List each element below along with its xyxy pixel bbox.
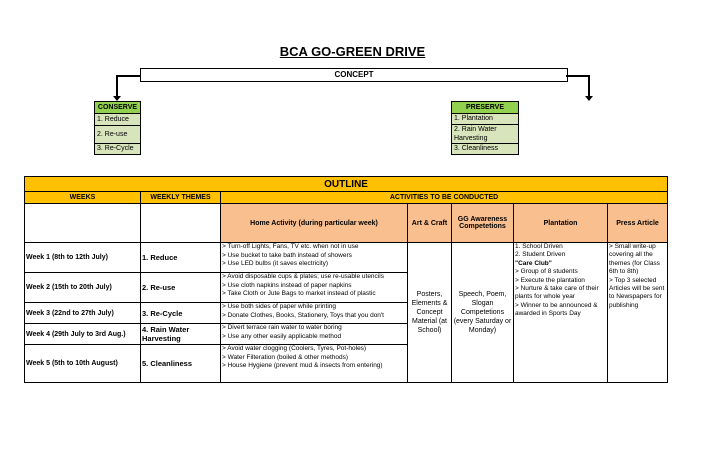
week-cell: Week 5 (5th to 10th August) <box>25 345 141 383</box>
activity-line: > Use LED bulbs (it saves electricity) <box>222 260 329 268</box>
activity-line: > Use cloth napkins instead of paper napkins <box>222 281 352 289</box>
activity-line: > Avoid disposable cups & plates; use re-usable utencils <box>222 273 384 280</box>
activity-cell <box>221 243 408 273</box>
art-craft-header: Art & Craft <box>408 204 452 243</box>
branch-line-right-h <box>566 75 589 77</box>
plantation-line: "Care Club" <box>515 259 552 267</box>
activity-line: > Divert terrace rain water to water boring <box>222 324 342 331</box>
art-craft-cell: Posters, Elements & Concept Material (at School) <box>408 243 452 383</box>
activity-cell <box>221 273 408 303</box>
blank-cell <box>141 204 221 243</box>
plantation-header: Plantation <box>514 204 608 243</box>
activity-line: > Donate Clothes, Books, Stationery, Toys that you don't <box>222 311 384 319</box>
theme-cell: 1. Reduce <box>141 243 221 273</box>
activity-line: > Avoid water clogging (Coolers, Tyres, Pot-holes) <box>222 345 367 352</box>
activities-header: ACTIVITIES TO BE CONDUCTED <box>221 192 668 204</box>
activity-cell <box>221 324 408 345</box>
week-cell: Week 2 (15th to 20th July) <box>25 273 141 303</box>
press-line: > Small write-up covering all the themes (for Class 6th to 8th) <box>609 243 660 276</box>
weeks-header: WEEKS <box>25 192 141 204</box>
activity-line: > Take Cloth or Jute Bags to market instead of plastic <box>222 290 376 298</box>
outline-table <box>24 176 668 383</box>
plantation-line: > Group of 8 students <box>515 268 578 276</box>
preserve-header: PRESERVE <box>452 102 518 114</box>
preserve-item: 2. Rain Water Harvesting <box>452 125 518 144</box>
press-article-header: Press Article <box>608 204 668 243</box>
plantation-line: > Winner to be announced & awarded in Sports Day <box>515 301 598 318</box>
branch-line-left-h <box>116 75 140 77</box>
plantation-line: 2. Student Driven <box>515 251 566 259</box>
branch-line-right-v <box>588 75 590 97</box>
gg-awareness-header: GG Awareness Competetions <box>452 204 514 243</box>
preserve-item: 3. Cleanliness <box>452 144 518 154</box>
conserve-header: CONSERVE <box>95 102 140 114</box>
arrow-down-icon <box>585 96 593 101</box>
week-cell: Week 4 (29th July to 3rd Aug.) <box>25 324 141 345</box>
plantation-line: > Execute the plantation <box>515 276 585 284</box>
preserve-item: 1. Plantation <box>452 114 518 125</box>
theme-cell: 3. Re-Cycle <box>141 303 221 324</box>
conserve-item: 1. Reduce <box>95 114 140 126</box>
press-line: > Top 3 selected Articles will be sent to Newspapers for publishing <box>609 276 665 309</box>
week-cell: Week 3 (22nd to 27th July) <box>25 303 141 324</box>
branch-line-left-v <box>116 75 118 97</box>
outline-header: OUTLINE <box>25 177 668 192</box>
activity-line: > Use any other easily applicable method <box>222 332 342 340</box>
plantation-line: 1. School Driven <box>515 243 563 250</box>
page-title: BCA GO-GREEN DRIVE <box>279 44 426 59</box>
activity-line: > Use both sides of paper while printing <box>222 303 336 310</box>
activity-line: > Use bucket to take bath instead of showers <box>222 251 352 259</box>
theme-cell: 5. Cleanliness <box>141 345 221 383</box>
preserve-box <box>451 101 519 155</box>
home-activity-header: Home Activity (during particular week) <box>221 204 408 243</box>
conserve-box <box>94 101 141 155</box>
blank-cell <box>25 204 141 243</box>
themes-header: WEEKLY THEMES <box>141 192 221 204</box>
press-article-cell <box>608 243 668 383</box>
activity-cell <box>221 303 408 324</box>
activity-line: > Water Filteration (boiled & other methods) <box>222 353 349 361</box>
theme-cell: 4. Rain Water Harvesting <box>141 324 221 345</box>
theme-cell: 2. Re-use <box>141 273 221 303</box>
conserve-item: 2. Re-use <box>95 126 140 144</box>
gg-awareness-cell: Speech, Poem, Slogan Competetions (every Saturday or Monday) <box>452 243 514 383</box>
activity-cell <box>221 345 408 383</box>
activity-line: > Turn-off Lights, Fans, TV etc. when not in use <box>222 243 359 250</box>
activity-line: > House Hygiene (prevent mud & insects from entering) <box>222 362 383 370</box>
conserve-item: 3. Re-Cycle <box>95 144 140 154</box>
plantation-cell <box>514 243 608 383</box>
concept-box: CONCEPT <box>140 68 568 82</box>
plantation-line: > Nurture & take care of their plants for whole year <box>515 285 599 301</box>
week-cell: Week 1 (8th to 12th July) <box>25 243 141 273</box>
